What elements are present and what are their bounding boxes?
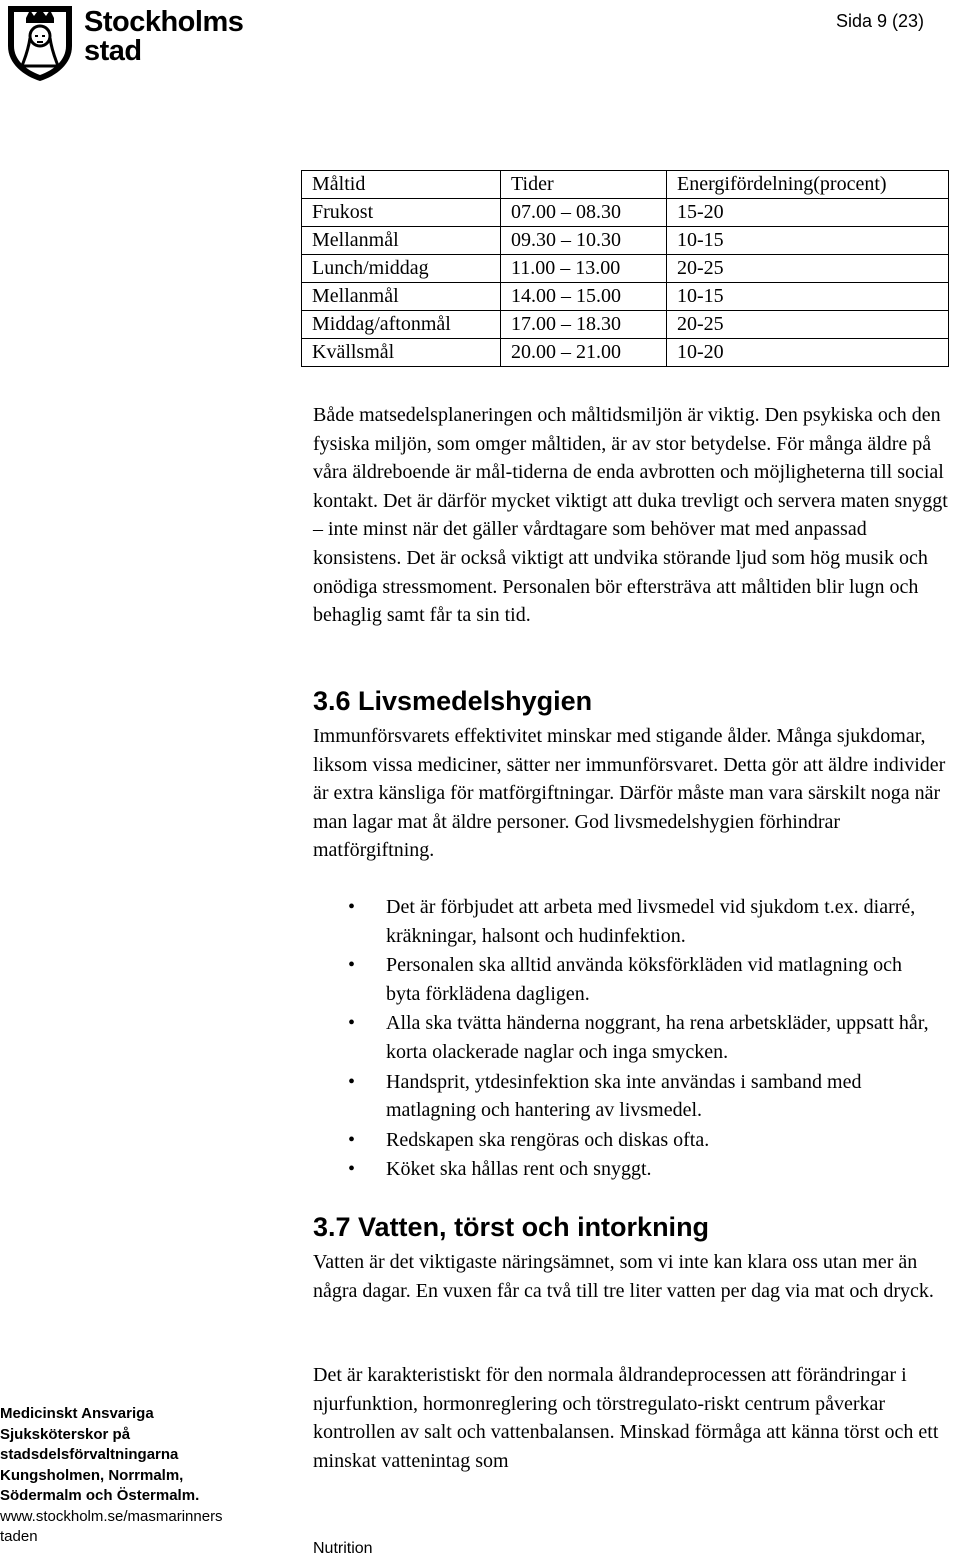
bullet-icon: • — [348, 1158, 356, 1181]
city-crest-icon — [4, 2, 76, 82]
table-cell: Lunch/middag — [302, 255, 501, 283]
sidebar-line: Sjuksköterskor på — [0, 1425, 131, 1443]
table-row — [302, 227, 949, 255]
sidebar-website-link[interactable]: www.stockholm.se/masmarinners — [0, 1507, 223, 1525]
list-item — [313, 1009, 933, 1066]
sidebar-line: Kungsholmen, Norrmalm, — [0, 1466, 184, 1484]
list-item — [313, 1155, 933, 1184]
logo-text-stad: stad — [84, 35, 142, 67]
hygiene-rules-list — [313, 893, 933, 1185]
table-cell: 11.00 – 13.00 — [501, 255, 667, 283]
bullet-icon: • — [348, 1012, 356, 1035]
bullet-icon: • — [348, 1128, 356, 1151]
list-item-text: Det är förbjudet att arbeta med livsmedel vid sjukdom t.ex. diarré, kräkningar, halsont och hudinfektion. — [386, 896, 916, 947]
list-item-text: Alla ska tvätta händerna noggrant, ha rena arbetskläder, uppsatt hår, korta olackerade naglar och inga smycken. — [386, 1012, 929, 1063]
table-cell: 20.00 – 21.00 — [501, 339, 667, 367]
list-item — [313, 1126, 933, 1155]
table-cell: Mellanmål — [302, 227, 501, 255]
paragraph-mealtime-environment: Både matsedelsplaneringen och måltidsmiljön är viktig. Den psykiska och den fysiska miljön, som omger måltiden, är av stor betydelse. För många äldre på våra äldreboende är mål-tiderna de enda avbrotten och möjligheterna till social kontakt. Det är därför mycket viktigt att duka trevligt och servera maten snyggt – inte minst när det gäller vårdtagare som behöver mat med anpassad konsistens. Det är också viktigt att undvika störande ljud som hög musik och onödiga stressmoment. Personalen bör eftersträva att måltiden blir lugn och behaglig samt får ta sin tid. — [313, 404, 948, 627]
table-cell: 20-25 — [667, 255, 949, 283]
table-row — [302, 255, 949, 283]
paragraph-food-hygiene-intro: Immunförsvarets effektivitet minskar med stigande ålder. Många sjukdomar, liksom vissa mediciner, sätter ner immunförsvaret. Detta gör att äldre individer är extra känsliga för matförgiftningar. Därför måste man vara särskilt noga när man lagar mat åt äldre personer. God livsmedelshygien förhindrar matförgiftning. — [313, 725, 946, 862]
table-cell: 15-20 — [667, 199, 949, 227]
table-cell: 10-15 — [667, 283, 949, 311]
stockholms-stad-logo — [4, 2, 244, 82]
bullet-icon: • — [348, 954, 356, 977]
sidebar-line: Medicinskt Ansvariga — [0, 1405, 154, 1422]
table-header-cell: Energifördelning(procent) — [667, 171, 949, 199]
table-header-row — [302, 171, 949, 199]
footer-label: Nutrition — [313, 1540, 373, 1557]
paragraph-water-aging: Det är karakteristiskt för den normala åldrandeprocessen att förändringar i njurfunktion, hormonreglering och törstregulato-riskt centrum påverkar kontrollen av salt och vattenbalansen. Minskad förmåga att känna törst och ett minskat vattenintag som — [313, 1364, 939, 1472]
table-cell: 10-20 — [667, 339, 949, 367]
table-cell: 14.00 – 15.00 — [501, 283, 667, 311]
table-row — [302, 339, 949, 367]
list-item — [313, 951, 933, 1008]
table-header-cell: Måltid — [302, 171, 501, 199]
table-cell: 20-25 — [667, 311, 949, 339]
sidebar-line: Södermalm och Östermalm. — [0, 1487, 200, 1504]
table-cell: Frukost — [302, 199, 501, 227]
table-row — [302, 311, 949, 339]
table-cell: Mellanmål — [302, 283, 501, 311]
list-item — [313, 1068, 933, 1125]
table-cell: 17.00 – 18.30 — [501, 311, 667, 339]
page-number: Sida 9 (23) — [836, 11, 925, 31]
table-cell: 07.00 – 08.30 — [501, 199, 667, 227]
bullet-icon: • — [348, 896, 356, 918]
paragraph-water-intro: Vatten är det viktigaste näringsämnet, som vi inte kan klara oss utan mer än några dagar. En vuxen får ca två till tre liter vatten per dag via mat och dryck. — [313, 1251, 934, 1302]
list-item-text: Köket ska hållas rent och snyggt. — [386, 1158, 652, 1181]
table-cell: 10-15 — [667, 227, 949, 255]
list-item-text: Personalen ska alltid använda köksförkläden vid matlagning och byta förklädena dagligen. — [386, 954, 902, 1005]
section-heading-3-7: 3.7 Vatten, törst och intorkning — [313, 1212, 710, 1242]
table-cell: Kvällsmål — [302, 339, 501, 367]
logo-text-stockholms: Stockholms — [84, 6, 244, 38]
table-header-cell: Tider — [501, 171, 667, 199]
list-item-text: Redskapen ska rengöras och diskas ofta. — [386, 1128, 710, 1151]
meal-energy-table — [301, 170, 949, 367]
list-item — [313, 893, 933, 950]
sidebar-line: taden — [0, 1528, 38, 1545]
table-row — [302, 199, 949, 227]
sidebar-footer-info — [0, 1404, 290, 1548]
table-row — [302, 283, 949, 311]
sidebar-line: stadsdelsförvaltningarna — [0, 1446, 179, 1463]
table-cell: Middag/aftonmål — [302, 311, 501, 339]
bullet-icon: • — [348, 1070, 356, 1093]
section-heading-3-6: 3.6 Livsmedelshygien — [313, 686, 593, 716]
table-cell: 09.30 – 10.30 — [501, 227, 667, 255]
list-item-text: Handsprit, ytdesinfektion ska inte användas i samband med matlagning och hantering av livsmedel. — [386, 1070, 862, 1122]
